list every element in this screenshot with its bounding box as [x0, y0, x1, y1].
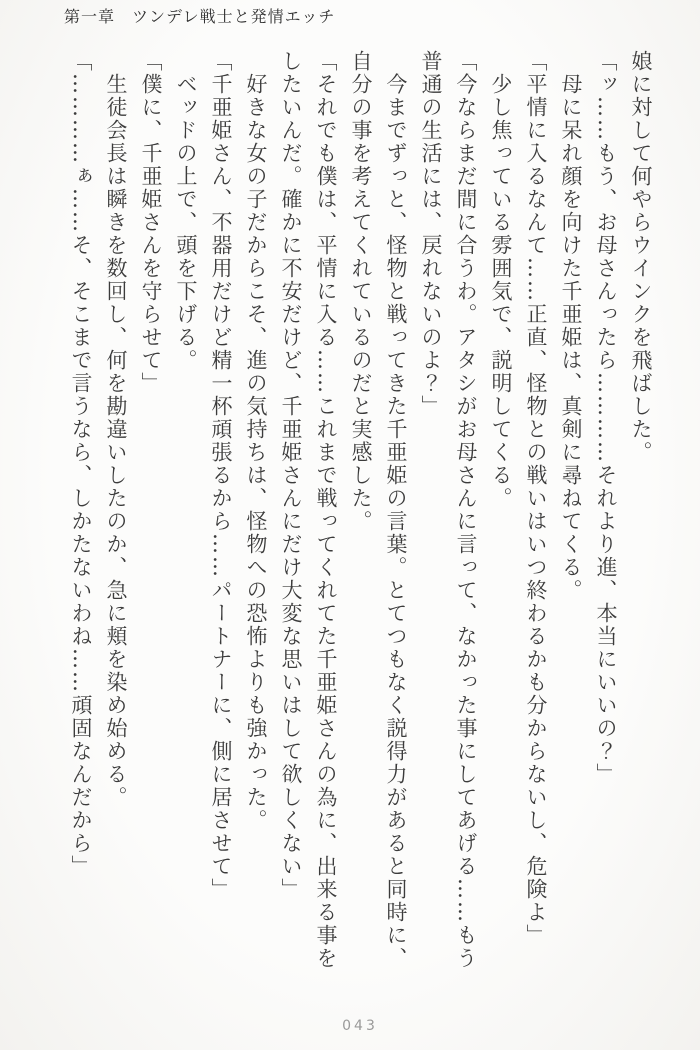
text-column: 「それでも僕は、平情に入る……これまで戦ってくれてた千亜姫さんの為に、出来る事を: [314, 50, 338, 970]
page-body-text: [62, 50, 658, 972]
text-column: 「ッ……もう、お母さんったら…………それより進、本当にいいの？」: [594, 50, 618, 786]
chapter-header: 第一章 ツンデレ戦士と発情エッチ: [64, 7, 336, 26]
page-number: 043: [342, 1018, 378, 1034]
text-column: 普通の生活には、戻れないのよ？」: [419, 50, 443, 418]
text-column: 「千亜姫さん、不器用だけど精一杯頑張るから……パートナーに、側に居させて」: [209, 50, 233, 901]
text-column: 今までずっと、怪物と戦ってきた千亜姫の言葉。とてつもなく説得力があると同時に、: [384, 73, 408, 970]
text-column: 「平情に入るなんて……正直、怪物との戦いはいつ終わるかも分からないし、危険よ」: [524, 50, 548, 947]
text-column: 娘に対して何やらウインクを飛ばした。: [629, 50, 653, 464]
text-column: 母に呆れ顔を向けた千亜姫は、真剣に尋ねてくる。: [559, 73, 583, 602]
text-column: 自分の事を考えてくれているのだと実感した。: [349, 50, 373, 533]
text-column: 好きな女の子だからこそ、進の気持ちは、怪物への恐怖よりも強かった。: [244, 73, 268, 832]
text-column: 「僕に、千亜姫さんを守らせて」: [139, 50, 163, 395]
text-column: したいんだ。確かに不安だけど、千亜姫さんにだけ大変な思いはして欲しくない」: [279, 50, 303, 901]
text-column: 生徒会長は瞬きを数回し、何を勘違いしたのか、急に頬を染め始める。: [104, 73, 128, 809]
text-column: 「今ならまだ間に合うわ。アタシがお母さんに言って、なかった事にしてあげる……もう: [454, 50, 478, 970]
text-column: 少し焦っている雰囲気で、説明してくる。: [489, 73, 513, 510]
text-column: 「…………ぁ……そ、そこまで言うなら、しかたないわね……頑固なんだから」: [69, 50, 93, 878]
text-column: ベッドの上で、頭を下げる。: [174, 73, 198, 372]
